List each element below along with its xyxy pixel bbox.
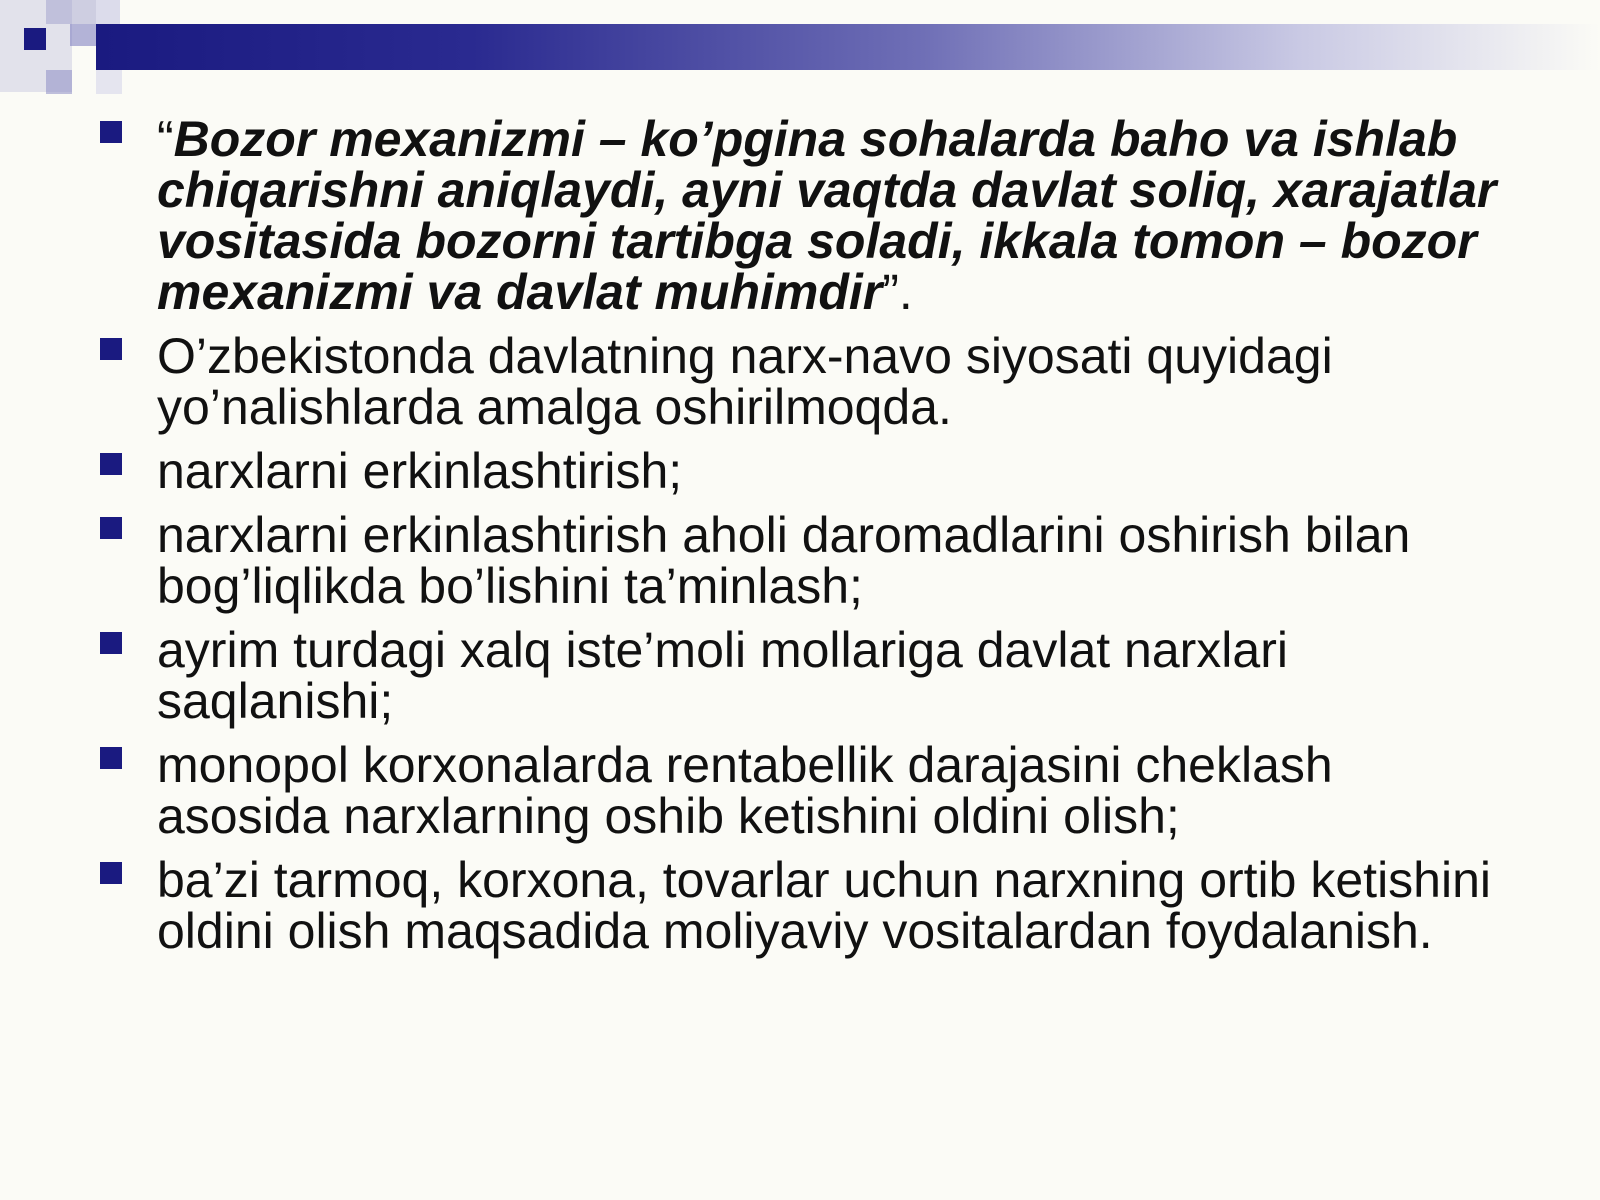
square-bullet-icon <box>100 338 122 360</box>
decor-square <box>70 24 96 46</box>
bullet-text: narxlarni erkinlashtirish aholi daromadlarini oshirish bilan bog’liqlikda bo’lishini ta’minlash; <box>157 507 1411 614</box>
bullet-item <box>157 443 1510 499</box>
decor-square <box>46 0 96 24</box>
bullet-item <box>157 622 1510 729</box>
bullet-text: ayrim turdagi xalq iste’moli mollariga davlat narxlari saqlanishi; <box>157 622 1288 729</box>
square-bullet-icon <box>100 632 122 654</box>
square-bullet-icon <box>100 747 122 769</box>
decor-square-accent <box>24 28 46 50</box>
bullet-text: ba’zi tarmoq, korxona, tovarlar uchun narxning ortib ketishini oldini olish maqsadida moliyaviy vositalardan foydalanish. <box>157 852 1492 959</box>
close-quote: ”. <box>882 264 913 320</box>
bullet-item <box>157 852 1510 959</box>
open-quote: “ <box>157 111 174 167</box>
bullet-text: narxlarni erkinlashtirish; <box>157 443 683 499</box>
bullet-item <box>157 737 1510 844</box>
decor-square <box>96 70 122 94</box>
square-bullet-icon <box>100 862 122 884</box>
quote-text: Bozor mexanizmi – ko’pgina sohalarda baho va ishlab chiqarishni aniqlaydi, ayni vaqtda davlat soliq, xarajatlar vositasida bozorni tartibga soladi, ikkala tomon – bozor mexanizmi va davlat muhimdir <box>157 111 1497 320</box>
square-bullet-icon <box>100 517 122 539</box>
decor-square <box>96 0 120 24</box>
bullet-item <box>157 328 1510 435</box>
bullet-text: O’zbekistonda davlatning narx-navo siyosati quyidagi yo’nalishlarda amalga oshirilmoqda. <box>157 328 1333 435</box>
header-bar <box>96 24 1600 70</box>
square-bullet-icon <box>100 121 122 143</box>
square-bullet-icon <box>100 453 122 475</box>
bullet-list <box>0 111 1600 970</box>
bullet-text: monopol korxonalarda rentabellik darajasini cheklash asosida narxlarning oshib ketishini oldini olish; <box>157 737 1333 844</box>
bullet-item <box>157 507 1510 614</box>
bullet-item-quote <box>157 111 1510 320</box>
decor-square <box>46 70 72 94</box>
